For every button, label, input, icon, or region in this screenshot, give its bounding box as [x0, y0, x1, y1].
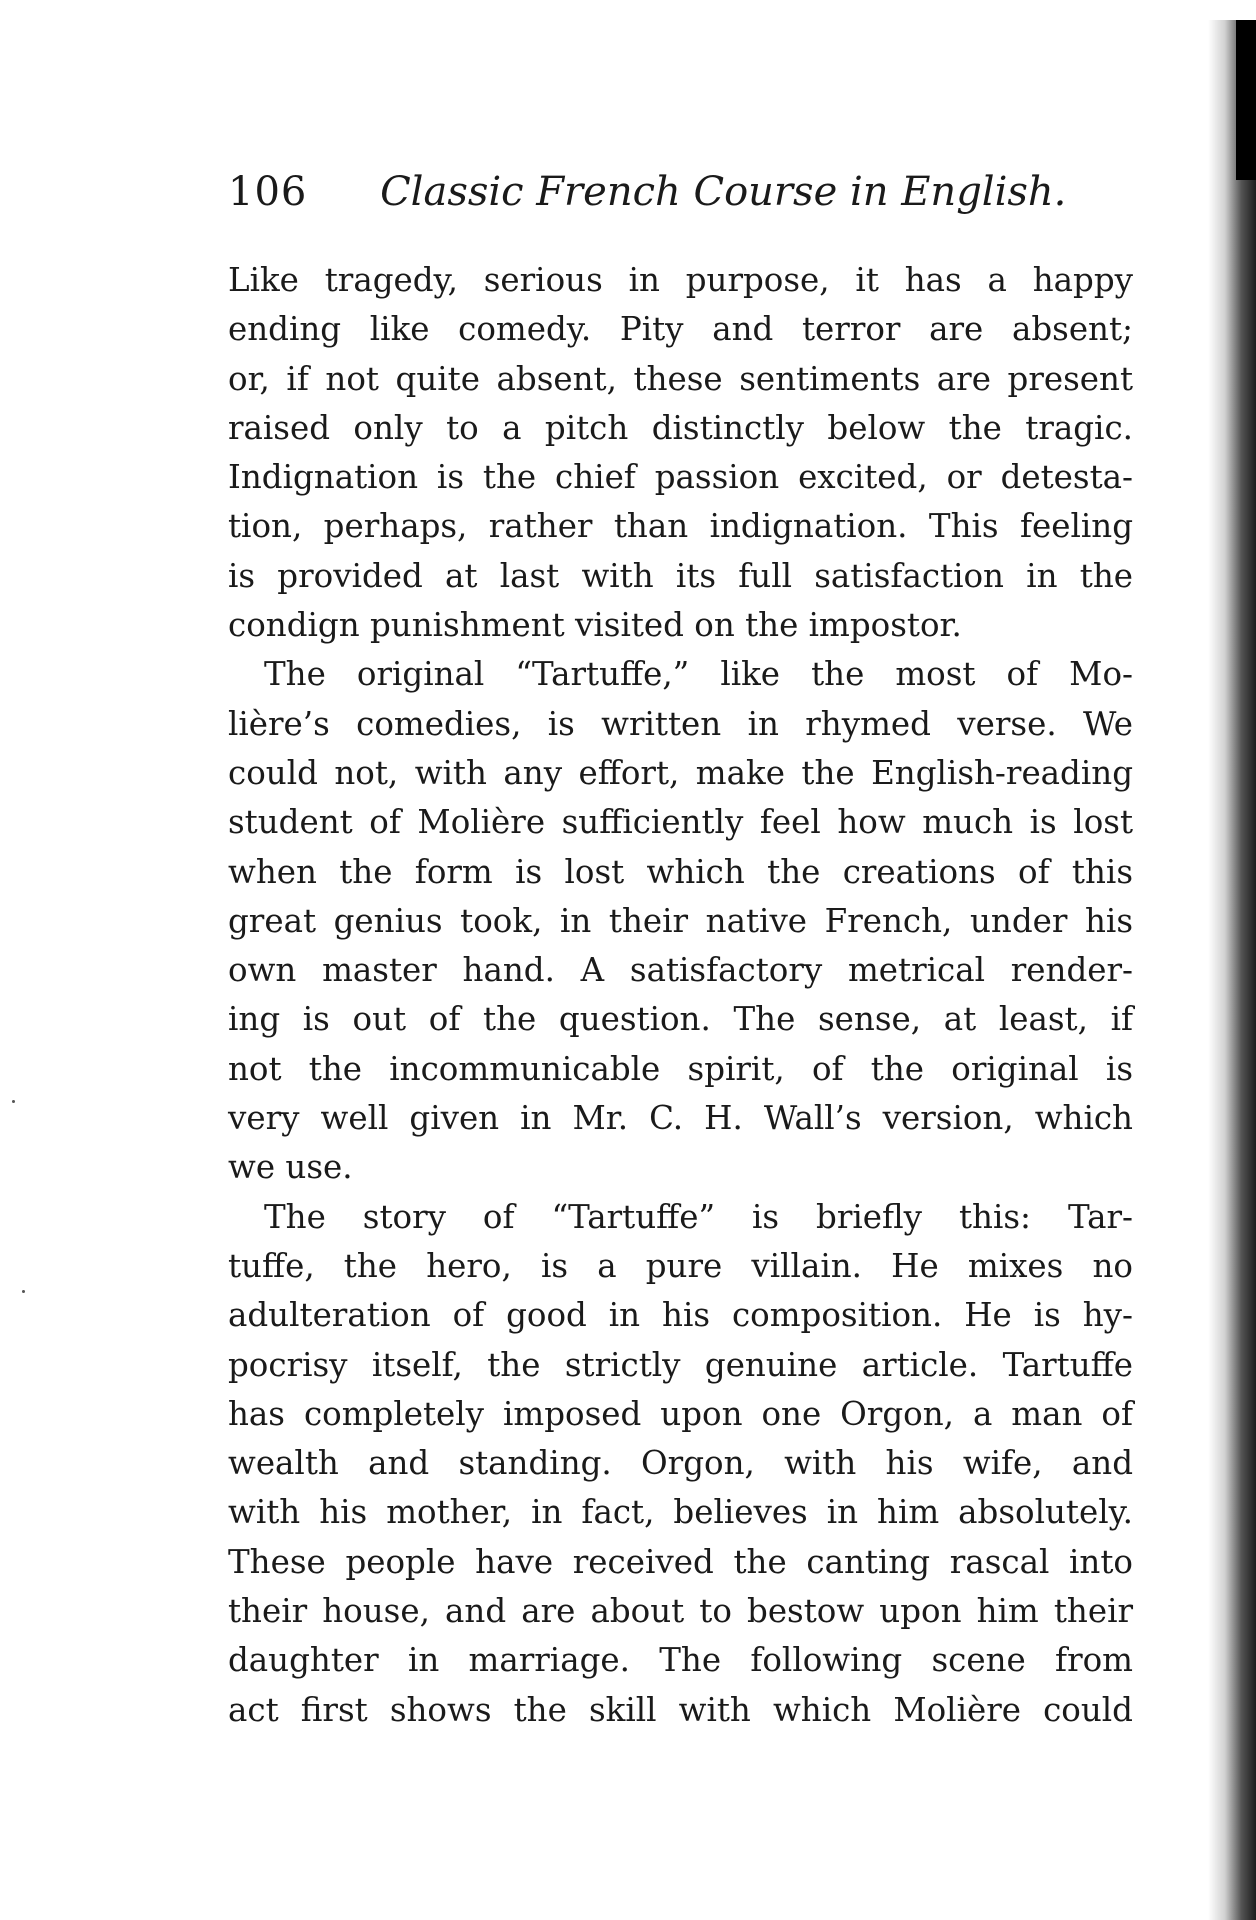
text-line: great genius took, in their native French, under his — [228, 901, 1133, 940]
text-line: ing is out of the question. The sense, at least, if — [228, 1000, 1133, 1039]
text-line: tuffe, the hero, is a pure villain. He mixes no — [228, 1246, 1133, 1285]
text-line: when the form is lost which the creations of this — [228, 852, 1133, 891]
text-line: tion, perhaps, rather than indignation. This feeling — [228, 507, 1133, 546]
page-number: 106 — [228, 169, 308, 215]
text-line: Like tragedy, serious in purpose, it has a happy — [228, 261, 1133, 299]
text-line: not the incommunicable spirit, of the original is — [228, 1049, 1133, 1088]
text-line: adulteration of good in his composition. He is hy- — [228, 1296, 1133, 1335]
text-line: is provided at last with its full satisfaction in the — [228, 556, 1133, 595]
text-line: ending like comedy. Pity and terror are absent; — [228, 310, 1133, 349]
scan-speck — [22, 1290, 25, 1293]
scan-speck — [12, 1100, 15, 1103]
text-line: with his mother, in fact, believes in him absolutely. — [228, 1493, 1133, 1532]
paragraph-2 — [228, 650, 1133, 1192]
text-line: wealth and standing. Orgon, with his wife, and — [228, 1444, 1133, 1483]
text-line: act first shows the skill with which Molière could — [228, 1690, 1133, 1729]
binding-edge-shadow — [1208, 20, 1256, 1920]
paragraph-1 — [228, 256, 1133, 650]
text-line: or, if not quite absent, these sentiments are present — [228, 359, 1133, 398]
text-line: condign punishment visited on the impostor. — [228, 606, 962, 645]
text-line: lière’s comedies, is written in rhymed verse. We — [228, 704, 1133, 743]
text-line: we use. — [228, 1148, 353, 1187]
text-line: raised only to a pitch distinctly below the tragic. — [228, 408, 1133, 447]
text-line: very well given in Mr. C. H. Wall’s version, which — [228, 1099, 1133, 1138]
text-line: Indignation is the chief passion excited, or detesta- — [228, 458, 1133, 497]
paragraph-3 — [228, 1193, 1133, 1735]
text-line: own master hand. A satisfactory metrical render- — [228, 951, 1133, 990]
text-line: daughter in marriage. The following scene from — [228, 1641, 1133, 1680]
text-line: their house, and are about to bestow upon him their — [228, 1592, 1133, 1631]
page-header — [228, 162, 1128, 222]
text-line: pocrisy itself, the strictly genuine article. Tartuffe — [228, 1345, 1133, 1384]
text-line: These people have received the canting rascal into — [228, 1542, 1133, 1581]
binding-edge-dark — [1236, 20, 1256, 180]
text-line: The story of “Tartuffe” is briefly this: Tar- — [264, 1197, 1133, 1236]
body-text — [228, 256, 1133, 1735]
text-line: has completely imposed upon one Orgon, a man of — [228, 1394, 1133, 1433]
text-line: The original “Tartuffe,” like the most of Mo- — [264, 655, 1133, 694]
text-line: could not, with any effort, make the English-reading — [228, 753, 1133, 792]
text-line: student of Molière sufficiently feel how much is lost — [228, 803, 1133, 842]
running-title: Classic French Course in English. — [380, 169, 1067, 215]
